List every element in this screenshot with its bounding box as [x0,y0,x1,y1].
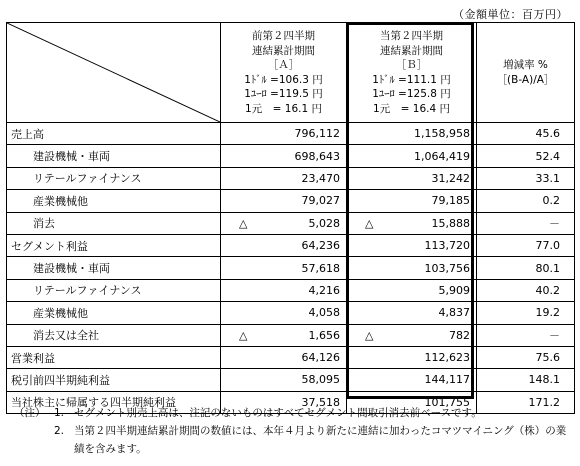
value-curr [347,279,477,301]
footnotes [14,404,574,458]
value-text: 79,027 [301,194,340,208]
value-text: 113,720 [424,239,470,253]
header-line: 1元 = 16.1 円 [244,102,323,115]
row-label: 営業利益 [7,346,221,368]
value-text: 5,909 [438,283,470,297]
value-text: 57,618 [301,261,340,275]
table-row [7,279,575,301]
footnote-text: 当第２四半期連結累計期間の数値には、本年４月より新たに連結に加わったコマツマイニング（株）の業績を含みます。 [74,425,567,455]
header-line: ［Ａ］ [267,59,300,71]
value-curr [347,369,477,391]
table-header-row [7,23,575,123]
negative-mark: △ [365,328,374,342]
value-text: 23,470 [301,171,340,185]
header-prev-period [221,23,347,123]
table-row [7,190,575,212]
table-row [7,346,575,368]
row-label: リテールファイナンス [7,167,221,189]
header-line: 増減率 % [503,59,548,71]
value-curr [347,212,477,234]
value-rate: 19.2 [477,302,575,324]
value-curr [347,234,477,256]
value-rate: 33.1 [477,167,575,189]
value-prev [221,302,347,324]
value-text: 79,185 [431,194,470,208]
row-label: 産業機械他 [7,190,221,212]
table-row [7,167,575,189]
value-text: 112,623 [424,351,470,365]
value-prev [221,369,347,391]
header-change-rate [477,23,575,123]
header-line: 1元 = 16.4 円 [372,102,451,115]
header-line: 1ﾄﾞﾙ =111.1 円 [372,73,451,86]
value-prev [221,167,347,189]
value-rate: 148.1 [477,369,575,391]
value-text: 15,888 [431,216,470,230]
table-row [7,324,575,346]
value-curr [347,302,477,324]
row-label: 建設機械・車両 [7,257,221,279]
table-row [7,212,575,234]
unit-label: （金額単位：百万円） [453,8,568,21]
value-rate: 171.2 [477,391,575,413]
header-line: 当第２四半期 [380,30,443,42]
footnote-mark [14,422,54,458]
footnote-number: 1. [54,407,65,419]
value-rate: 40.2 [477,279,575,301]
value-prev [221,234,347,256]
footnote-item [14,404,574,422]
value-prev [221,212,347,234]
header-line: 1ﾕｰﾛ =125.8 円 [372,88,451,100]
value-rate: 52.4 [477,145,575,167]
value-rate: 0.2 [477,190,575,212]
row-label: 消去又は全社 [7,324,221,346]
value-text: 4,837 [438,306,470,320]
value-text: 58,095 [301,373,340,387]
row-label: 当社株主に帰属する四半期純利益 [7,391,221,413]
value-text: 101,755 [424,395,470,409]
table-body [7,123,575,414]
value-rate: － [477,212,575,234]
diagonal-corner-cell [7,23,221,123]
value-curr [347,123,477,145]
value-prev [221,346,347,368]
header-line: ［Ｂ］ [395,59,428,71]
value-text: 144,117 [424,373,470,387]
row-label: 売上高 [7,123,221,145]
value-prev [221,324,347,346]
table-row [7,369,575,391]
row-label: 消去 [7,212,221,234]
footnote-mark: （注） [14,407,46,419]
value-prev [221,145,347,167]
value-prev [221,123,347,145]
header-line: 連結累計期間 [380,44,443,57]
value-text: 1,656 [308,328,340,342]
value-text: 782 [449,328,470,342]
value-curr [347,167,477,189]
row-label: リテールファイナンス [7,279,221,301]
row-label: セグメント利益 [7,234,221,256]
value-text: 103,756 [424,261,470,275]
table-row [7,123,575,145]
negative-mark: △ [239,328,248,342]
header-line: ［(B-A)/A］ [496,73,555,86]
value-curr [347,324,477,346]
value-text: 698,643 [294,149,340,163]
value-text: 31,242 [431,171,470,185]
value-text: 64,236 [301,239,340,253]
row-label: 建設機械・車両 [7,145,221,167]
footnote-number: 2. [54,425,65,437]
value-prev [221,190,347,212]
table-row [7,302,575,324]
value-rate: 75.6 [477,346,575,368]
value-text: 37,518 [301,395,340,409]
value-rate: 45.6 [477,123,575,145]
value-text: 5,028 [308,216,340,230]
value-curr [347,346,477,368]
negative-mark: △ [365,216,374,230]
header-line: 1ﾄﾞﾙ =106.3 円 [244,73,323,86]
value-curr [347,190,477,212]
header-line: 1ﾕｰﾛ =119.5 円 [244,88,323,100]
value-text: 1,158,958 [414,127,470,141]
value-rate: － [477,324,575,346]
value-curr [347,145,477,167]
value-text: 1,064,419 [414,149,470,163]
footnote-text: セグメント別売上高は、注記のないものはすべてセグメント間取引消去前ベースです。 [74,407,482,419]
table-row [7,257,575,279]
header-current-period [347,23,477,123]
diagonal-line [7,23,220,122]
value-curr [347,257,477,279]
value-text: 64,126 [301,351,340,365]
financial-results-table [6,22,575,414]
value-text: 4,058 [308,306,340,320]
value-prev [221,257,347,279]
row-label: 税引前四半期純利益 [7,369,221,391]
table-row [7,145,575,167]
value-rate: 80.1 [477,257,575,279]
header-line: 前第２四半期 [252,30,315,42]
table-row [7,234,575,256]
value-text: 796,112 [294,127,340,141]
header-line: 連結累計期間 [252,44,315,57]
value-text: 4,216 [308,283,340,297]
negative-mark: △ [239,216,248,230]
footnote-item [14,422,574,458]
value-prev [221,279,347,301]
value-rate: 77.0 [477,234,575,256]
row-label: 産業機械他 [7,302,221,324]
